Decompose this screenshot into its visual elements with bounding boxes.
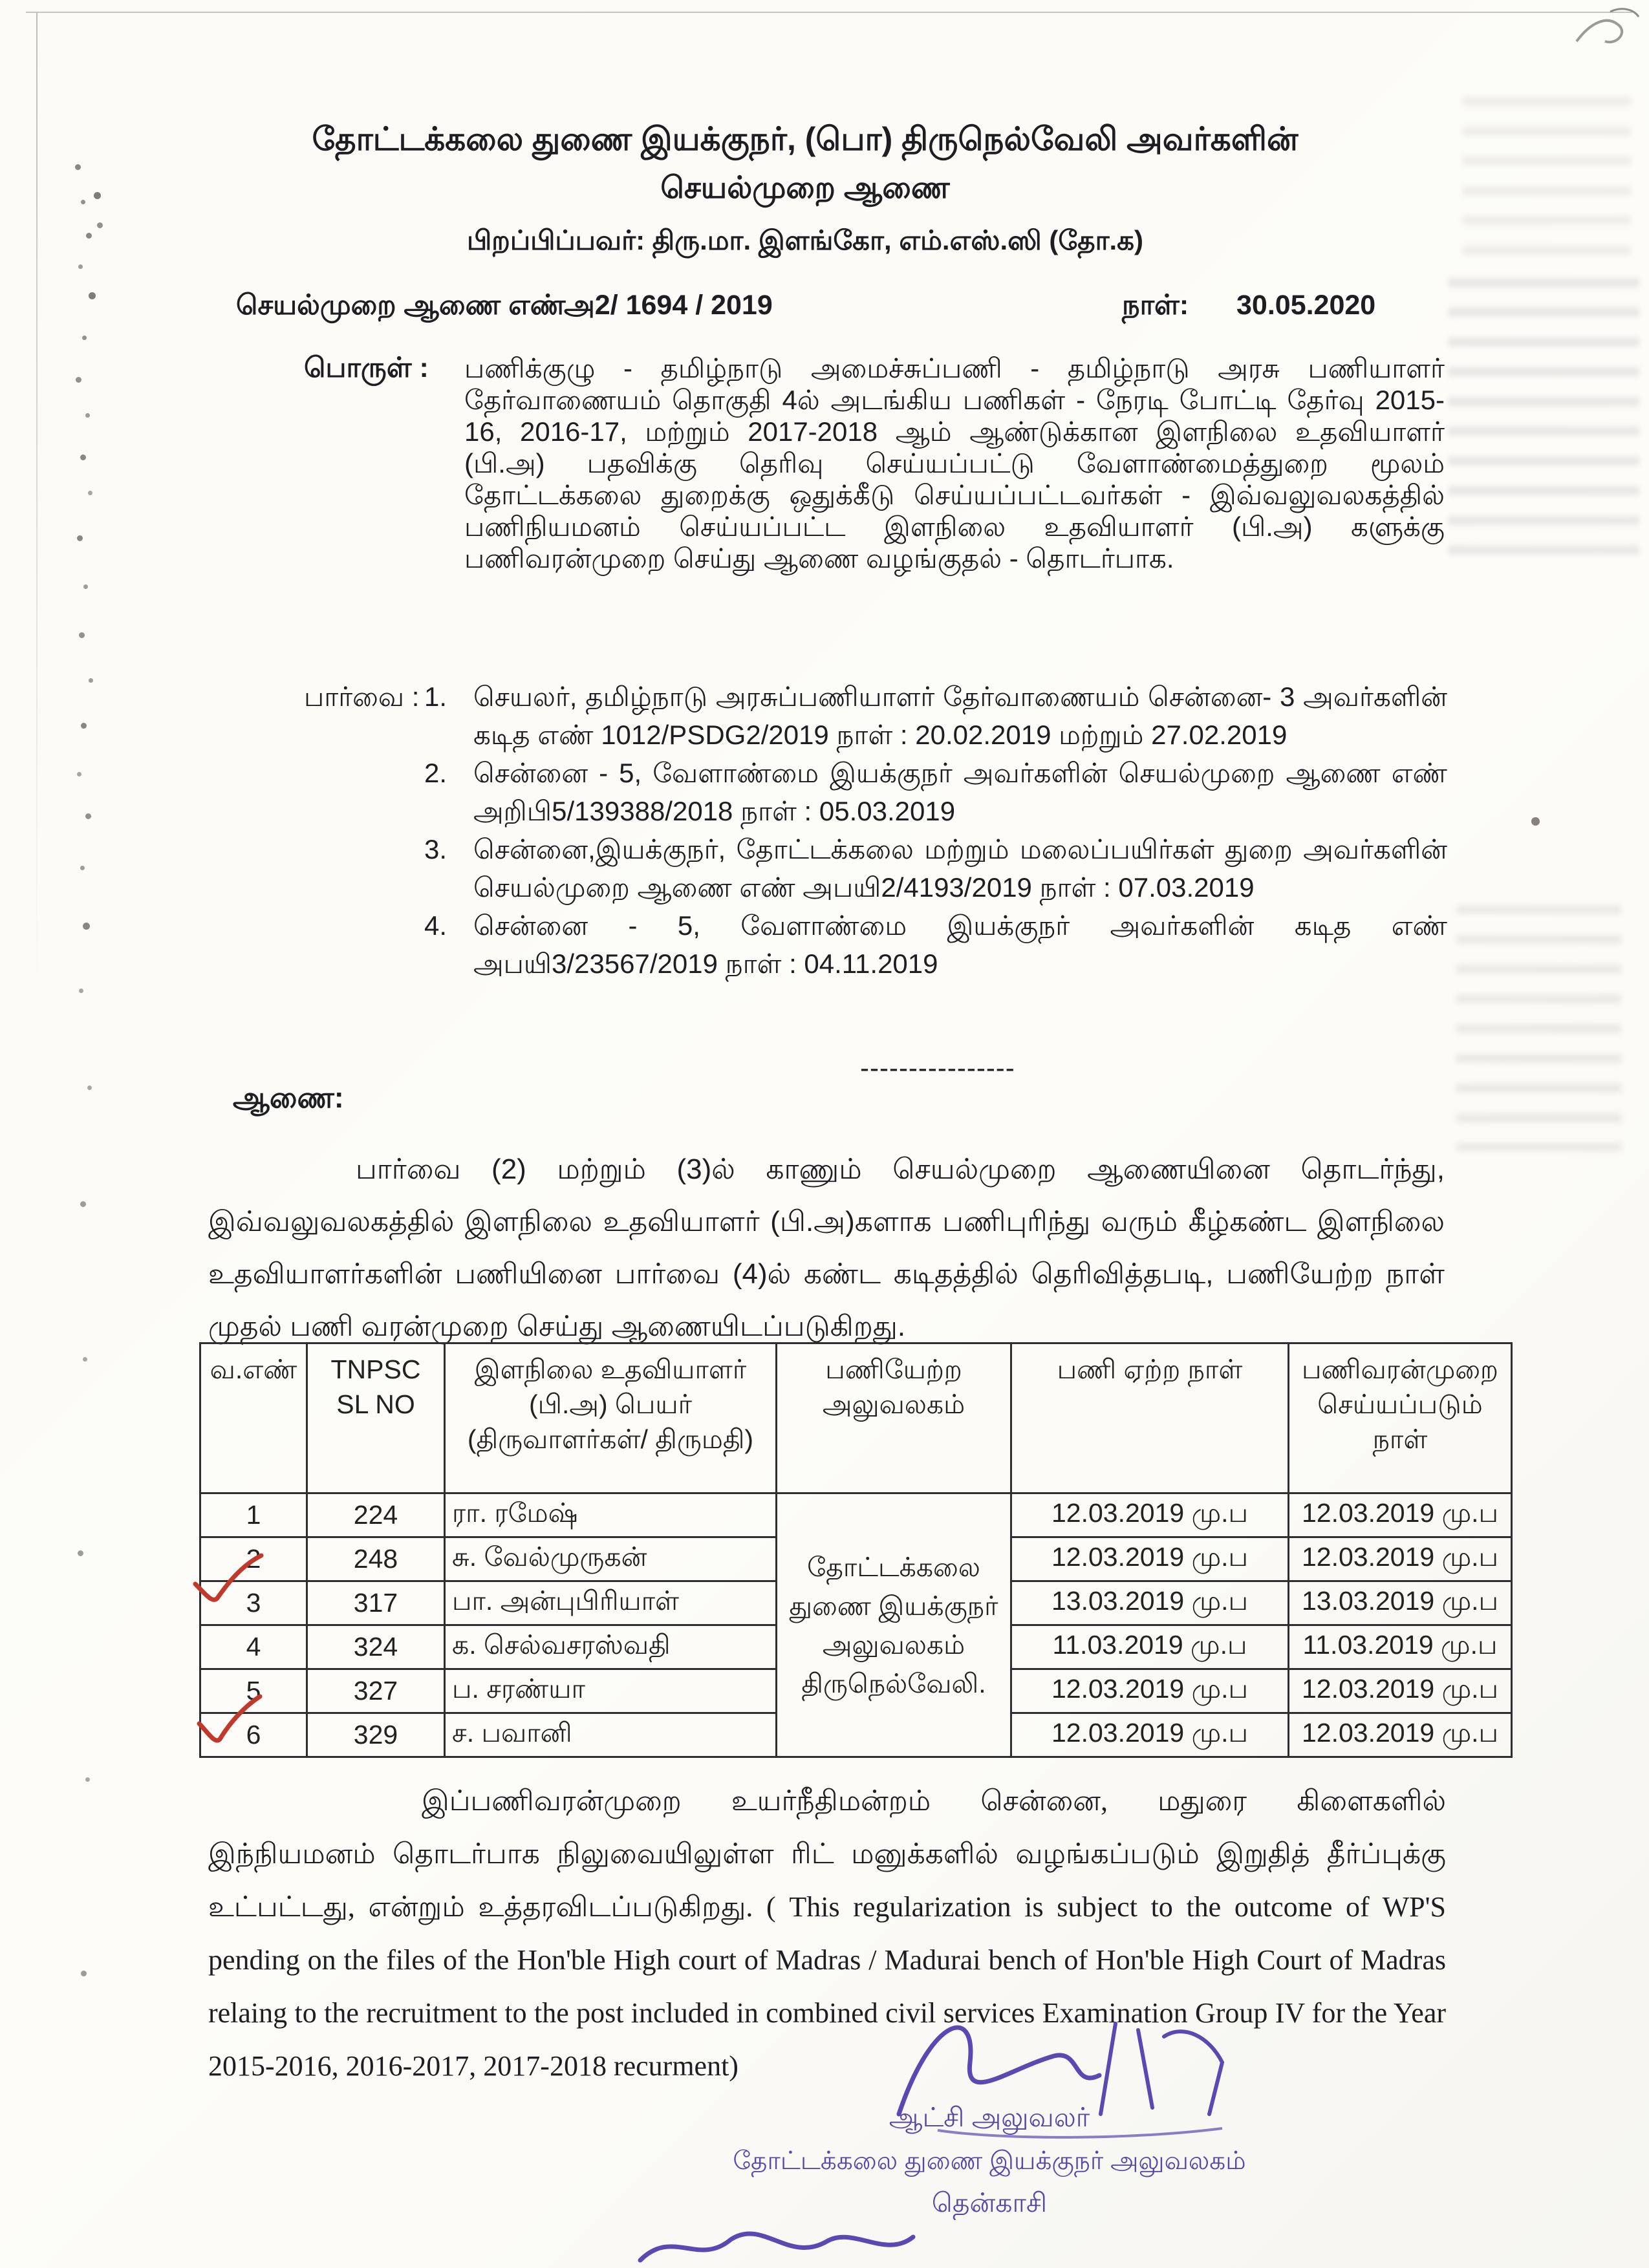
reference-item [304,754,1447,830]
cell-name: ச. பவானி [445,1713,777,1757]
references-label-spacer [304,906,424,983]
cell-tnpsc: 324 [307,1625,445,1669]
cell-tnpsc: 248 [307,1537,445,1581]
reference-number: 3. [424,834,447,864]
red-tick-icon [189,1550,266,1612]
cell-sno: 3 [200,1581,307,1625]
references-label-spacer [304,830,424,906]
cell-join-date: 12.03.2019 மு.ப [1011,1537,1289,1581]
order-date-value: 30.05.2020 [1236,290,1376,321]
reference-number: 2. [424,758,447,788]
cell-join-date: 12.03.2019 மு.ப [1011,1669,1289,1713]
cell-reg-date: 12.03.2019 மு.ப [1289,1669,1512,1713]
header-sno: வ.எண் [200,1343,307,1493]
scan-left-edge-line [36,13,38,983]
pencil-mark-icon [1571,3,1643,58]
reference-number: 4. [424,910,447,941]
cell-tnpsc: 327 [307,1669,445,1713]
reference-item [304,678,1447,754]
bleedthrough-ghost [1463,97,1631,259]
cell-reg-date: 13.03.2019 மு.ப [1289,1581,1512,1625]
header-name: இளநிலை உதவியாளர் (பி.அ) பெயர் (திருவாளர்கள்/ திருமதி) [445,1343,777,1493]
cell-name: ப. சரண்யா [445,1669,777,1713]
header-reg-date: பணிவரன்முறை செய்யப்படும் நாள் [1289,1343,1512,1493]
closing-paragraph: இப்பணிவரன்முறை உயர்நீதிமன்றம் சென்னை, மதுரை கிளைகளில் இந்நியமனம் தொடர்பாக நிலுவையிலுள்ள ரிட் மனுக்களில் வழங்கப்படும் இறுதித் தீர்ப்புக்கு உட்பட்டது, என்றும் உத்தரவிடப்படுகிறது. ( This regularization is subject to the outcome of WP'S pending on the files of the Hon'ble High court of Madras / Madurai bench of Hon'ble High Court of Madras relaing to the recruitment to the post included in combined civil services Examination Group IV for the Year 2015-2016, 2016-2017, 2017-2018 recurment) [208,1785,1446,2082]
issuer-line: பிறப்பிப்பவர்: திரு.மா. இளங்கோ, எம்.எஸ்.ஸி (தோ.க) [466,225,1144,255]
references-label: பார்வை : [304,681,420,712]
section-divider: ---------------- [860,1053,1015,1083]
references-label-spacer [304,754,424,830]
reference-text: சென்னை - 5, வேளாண்மை இயக்குநர் அவர்களின் கடித எண் அபயி3/23567/2019 நாள் : 04.11.2019 [473,910,1447,979]
table-header-row [200,1343,1512,1493]
cell-reg-date: 11.03.2019 மு.ப [1289,1625,1512,1669]
cell-tnpsc: 317 [307,1581,445,1625]
table-row [200,1493,1512,1537]
header-tnpsc: TNPSC SL NO [307,1343,445,1493]
cell-join-date: 13.03.2019 மு.ப [1011,1581,1289,1625]
cell-sno: 4 [200,1625,307,1669]
references-section [304,678,1447,983]
order-number-label: செயல்முறை ஆணை எண் [236,290,566,321]
cell-sno: 6 [200,1713,307,1757]
reference-number: 1. [424,681,447,712]
order-number-line [0,290,1649,331]
cell-sno: 5 [200,1669,307,1713]
reference-item [304,906,1447,983]
header-office: பணியேற்ற அலுவலகம் [777,1343,1011,1493]
page-title: தோட்டக்கலை துணை இயக்குநர், (பொ) திருநெல்வேலி அவர்களின் [312,121,1299,157]
cell-join-date: 12.03.2019 மு.ப [1011,1713,1289,1757]
scan-top-edge-line [26,12,1632,13]
red-tick-icon [194,1693,265,1752]
cell-tnpsc: 224 [307,1493,445,1537]
cell-reg-date: 12.03.2019 மு.ப [1289,1713,1512,1757]
signature-stamp [685,2102,1293,2222]
cell-sno: 2 [200,1537,307,1581]
signatory-office: தோட்டக்கலை துணை இயக்குநர் அலுவலகம் [733,2147,1246,2175]
order-number-value: அ2/ 1694 / 2019 [564,290,773,321]
order-heading: ஆணை: [233,1081,344,1114]
reference-text: சென்னை,இயக்குநர், தோட்டக்கலை மற்றும் மலைப்பயிர்கள் துறை அவர்களின் செயல்முறை ஆணை எண் அபயி2/4193/2019 நாள் : 07.03.2019 [473,834,1447,903]
cell-reg-date: 12.03.2019 மு.ப [1289,1493,1512,1537]
cell-name: பா. அன்புபிரியாள் [445,1581,777,1625]
bleedthrough-ghost [1456,905,1621,1151]
signatory-designation: ஆட்சி அலுவலர் [889,2102,1090,2132]
cell-tnpsc: 329 [307,1713,445,1757]
bottom-scribble-icon [634,2221,918,2268]
cell-reg-date: 12.03.2019 மு.ப [1289,1537,1512,1581]
order-date-label: நாள்: [1122,290,1189,321]
reference-text: சென்னை - 5, வேளாண்மை இயக்குநர் அவர்களின் செயல்முறை ஆணை எண் அறிபி5/139388/2018 நாள் : 05.03.2019 [473,758,1447,826]
cell-name: ரா. ரமேஷ் [445,1493,777,1537]
header-join-date: பணி ஏற்ற நாள் [1011,1343,1289,1493]
order-body: பார்வை (2) மற்றும் (3)ல் காணும் செயல்முறை ஆணையினை தொடர்ந்து, இவ்வலுவலகத்தில் இளநிலை உதவியாளர் (பி.அ)களாக பணிபுரிந்து வரும் கீழ்கண்ட இளநிலை உதவியாளர்களின் பணியினை பார்வை (4)ல் கண்ட கடிதத்தில் தெரிவித்தபடி, பணியேற்ற நாள் முதல் பணி வரன்முறை செய்து ஆணையிடப்படுகிறது. [208,1153,1445,1342]
scan-speckles [0,0,3,3]
subject-text: பணிக்குழு - தமிழ்நாடு அமைச்சுப்பணி - தமிழ்நாடு அரசு பணியாளர் தேர்வாணையம் தொகுதி 4ல் அடங்கிய பணிகள் - நேரடி போட்டி தேர்வு 2015-16, 2016-17, மற்றும் 2017-2018 ஆம் ஆண்டுக்கான இளநிலை உதவியாளர் (பி.அ) பதவிக்கு தெரிவு செய்யப்பட்டு வேளாண்மைத்துறை மூலம் தோட்டக்கலை துறைக்கு ஒதுக்கீடு செய்யப்பட்டவர்கள் - இவ்வலுவலகத்தில் பணிநியமனம் செய்யப்பட்ட இளநிலை உதவியாளர் (பி.அ) களுக்கு பணிவரன்முறை செய்து ஆணை வழங்குதல் - தொடர்பாக. [464,353,1445,573]
reference-item [304,830,1447,906]
page-subtitle: செயல்முறை ஆணை [660,170,950,204]
cell-name: க. செல்வசரஸ்வதி [445,1625,777,1669]
cell-join-date: 12.03.2019 மு.ப [1011,1493,1289,1537]
cell-office: தோட்டக்கலை துணை இயக்குநர் அலுவலகம் திருநெல்வேலி. [777,1493,1011,1757]
regularization-table [199,1342,1513,1758]
subject-label: பொருள் : [304,352,429,383]
reference-text: செயலர், தமிழ்நாடு அரசுப்பணியாளர் தேர்வாணையம் சென்னை- 3 அவர்களின் கடித எண் 1012/PSDG2/2019 நாள் : 20.02.2019 மற்றும் 27.02.2019 [473,681,1447,750]
cell-sno: 1 [200,1493,307,1537]
cell-name: சு. வேல்முருகன் [445,1537,777,1581]
signatory-place: தென்காசி [931,2188,1048,2218]
cell-join-date: 11.03.2019 மு.ப [1011,1625,1289,1669]
